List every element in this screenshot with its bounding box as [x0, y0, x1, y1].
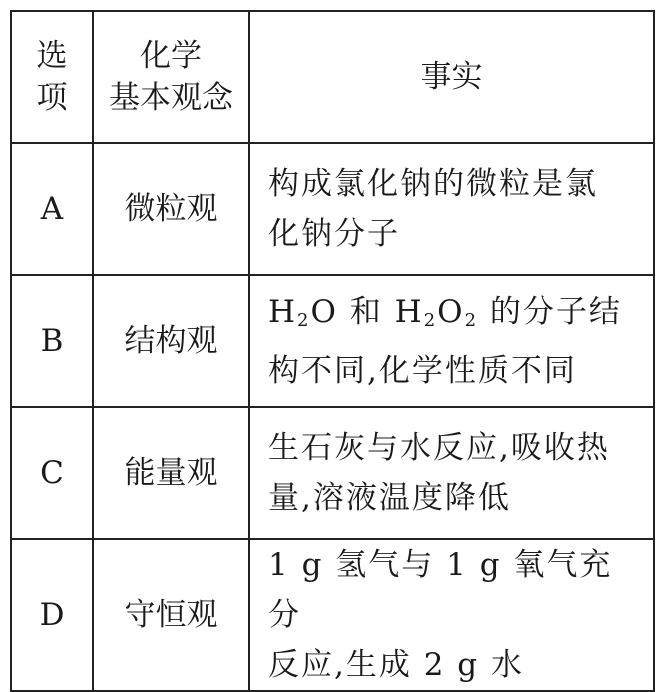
formula-h2o2-h: H	[394, 293, 424, 330]
table-row-d	[11, 539, 654, 691]
header-option	[11, 11, 93, 143]
concept-cell: 结构观	[93, 275, 249, 407]
fact-cell	[249, 539, 654, 691]
fact-line-2: 反应,生成 2 g 水	[268, 647, 524, 683]
header-option-top: 选	[36, 38, 68, 74]
table-row-b	[11, 275, 654, 407]
header-option-bottom: 项	[36, 80, 68, 116]
fact-line-1: 生石灰与水反应,吸收热	[268, 430, 610, 466]
conjunction-text: 和	[337, 293, 395, 330]
fact-cell	[249, 143, 654, 275]
formula-h2o2-sub1: 2	[423, 309, 438, 331]
fact-line-1: 构成氯化钠的微粒是氯	[268, 166, 598, 202]
fact-line-1	[268, 287, 641, 346]
table-row-c	[11, 407, 654, 539]
header-concept	[93, 11, 249, 143]
fact-cell	[249, 275, 654, 407]
header-fact: 事实	[249, 11, 654, 143]
fact-line-2: 构不同,化学性质不同	[268, 352, 577, 389]
option-cell: C	[11, 407, 93, 539]
formula-h2o-sub: 2	[297, 309, 311, 331]
option-cell: B	[11, 275, 93, 407]
concept-cell: 微粒观	[93, 143, 249, 275]
chemistry-concept-table	[10, 10, 655, 692]
table-row-a	[11, 143, 654, 275]
fact-line-2: 量,溶液温度降低	[268, 480, 511, 516]
formula-h2o-h: H	[268, 293, 298, 330]
formula-h2o2-o: O	[437, 293, 465, 330]
fact-line-2: 化钠分子	[268, 216, 400, 252]
header-concept-bottom: 基本观念	[109, 80, 233, 116]
option-cell: D	[11, 539, 93, 691]
fact-cell	[249, 407, 654, 539]
concept-cell: 守恒观	[93, 539, 249, 691]
fact-line-1: 1 g 氢气与 1 g 氧气充分	[268, 547, 613, 633]
formula-h2o-o: O	[310, 293, 338, 330]
table-header-row	[11, 11, 654, 143]
fact-tail-text: 的分子结	[478, 293, 622, 330]
formula-h2o2-sub2: 2	[464, 309, 479, 331]
option-cell: A	[11, 143, 93, 275]
concept-cell: 能量观	[93, 407, 249, 539]
header-concept-top: 化学	[140, 38, 202, 74]
